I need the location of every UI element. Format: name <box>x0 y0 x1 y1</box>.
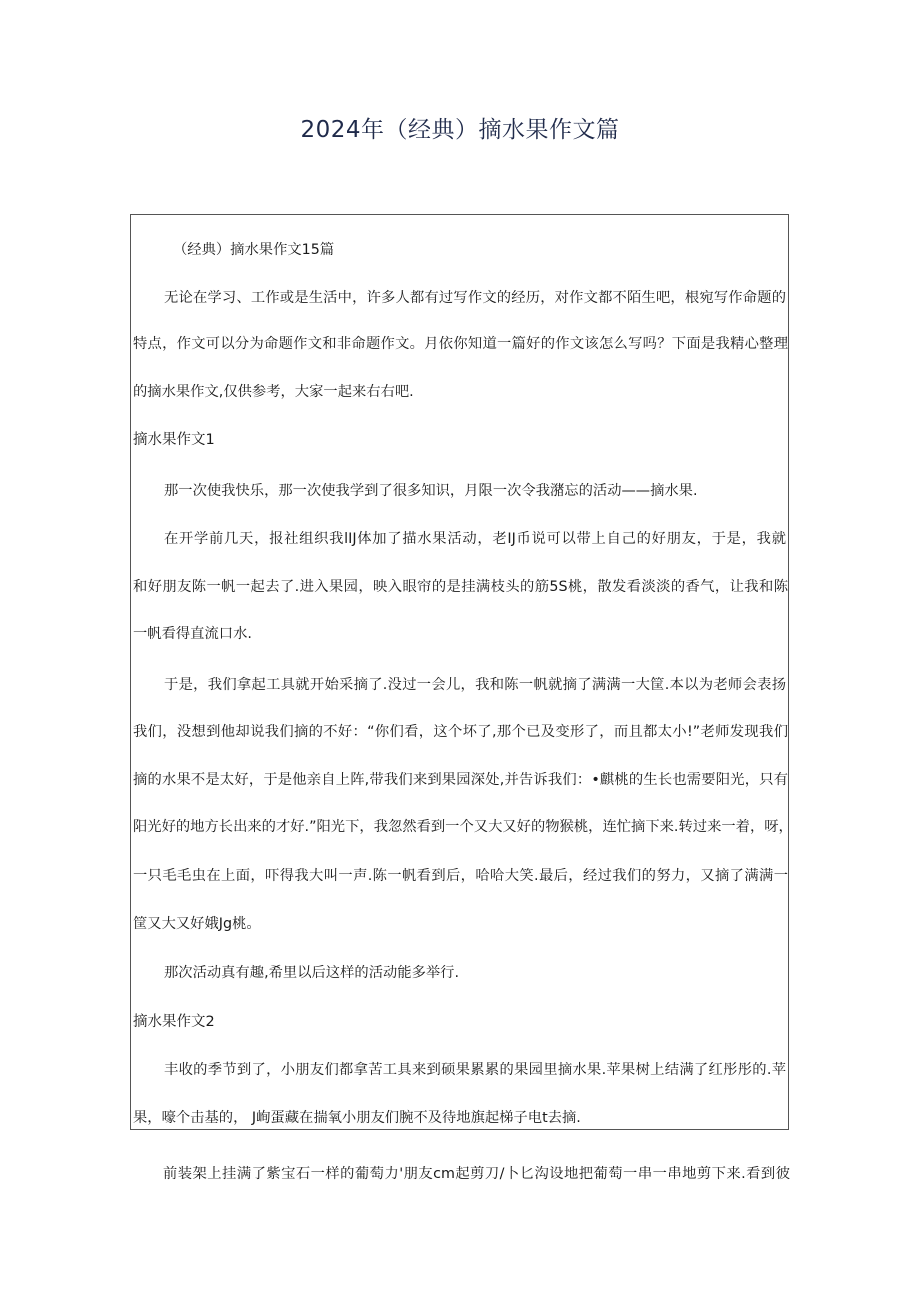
intro-line-2: 特点，作文可以分为命题作文和非命题作文。月依你知道一篇好的作文该怎么写吗？下面是我精心整理 <box>133 336 788 352</box>
essay1-p3-line-2: 我们，没想到他却说我们摘的不好：“你们看，这个坏了,那个已及变形了，而且都太小!”老师发现我们 <box>133 724 788 740</box>
essay1-p2-line-2: 和好朋友陈一帆一起去了.进入果园，映入眼帘的是挂满枝头的筋5S桃，散发看淡淡的香气，让我和陈 <box>133 579 788 595</box>
essay2-heading: 摘水果作文2 <box>133 1014 215 1030</box>
essay1-heading: 摘水果作文1 <box>133 432 215 448</box>
essay1-p4-line-1: 那次活动真有趣,希里以后这样的活动能多举行. <box>164 965 460 981</box>
page-title: 2024年（经典）摘水果作文篇 <box>300 117 620 143</box>
essay2-p1-line-2: 果，嚎个击基的， J峋蛋藏在揣氧小朋友们腕不及待地旗起梯子电t去摘. <box>133 1110 581 1126</box>
essay-collection-subtitle: （经典）摘水果作文15篇 <box>173 242 335 258</box>
content-box <box>130 214 793 1130</box>
essay1-p2-line-3: 一帆看得直流口水. <box>133 626 252 642</box>
essay1-p3-line-6: 筐又大又好娥Jg桃。 <box>133 916 261 932</box>
essay1-p3-line-3: 摘的水果不是太好，于是他亲自上阵,带我们来到果园深处,并告诉我们：•麒桃的生长也需要阳光，只有 <box>133 772 788 788</box>
intro-line-3: 的摘水果作文,仅供参考，大家一起来右右吧. <box>133 384 414 400</box>
essay1-p3-line-5: 一只毛毛虫在上面，吓得我大叫一声.陈一帆看到后，哈哈大笑.最后，经过我们的努力，又摘了满满一 <box>133 868 788 884</box>
essay2-p1-line-1: 丰收的季节到了，小朋友们都拿苦工具来到硕果累累的果园里摘水果.苹果树上结满了红彤彤的.苹 <box>164 1062 786 1078</box>
essay1-p2-line-1: 在开学前几天，报社组织我lIJ体加了描水果活动，老IJ币说可以带上自己的好朋友，于是，我就 <box>164 531 786 547</box>
essay1-p1-line-1: 那一次使我快乐，那一次使我学到了很多知识，月限一次令我潴忘的活动——摘水果. <box>164 483 698 499</box>
essay1-p3-line-4: 阳光好的地方长出来的才好.”阳光下，我忽然看到一个又大又好的物猴桃，连忙摘下来.转过来一着，呀， <box>133 819 793 835</box>
continuation-line: 前装架上挂满了紫宝石一样的葡萄力'朋友cm起剪刀/卜匕沟设地把葡萄一串一串地剪下来.看到彼 <box>163 1166 790 1182</box>
intro-line-1: 无论在学习、工作或是生活中，许多人都有过写作文的经历，对作文都不陌生吧，根宛写作命题的 <box>164 290 786 306</box>
essay1-p3-line-1: 于是，我们拿起工具就开始采摘了.没过一会儿，我和陈一帆就摘了满满一大筐.本以为老师会表扬 <box>164 677 786 693</box>
